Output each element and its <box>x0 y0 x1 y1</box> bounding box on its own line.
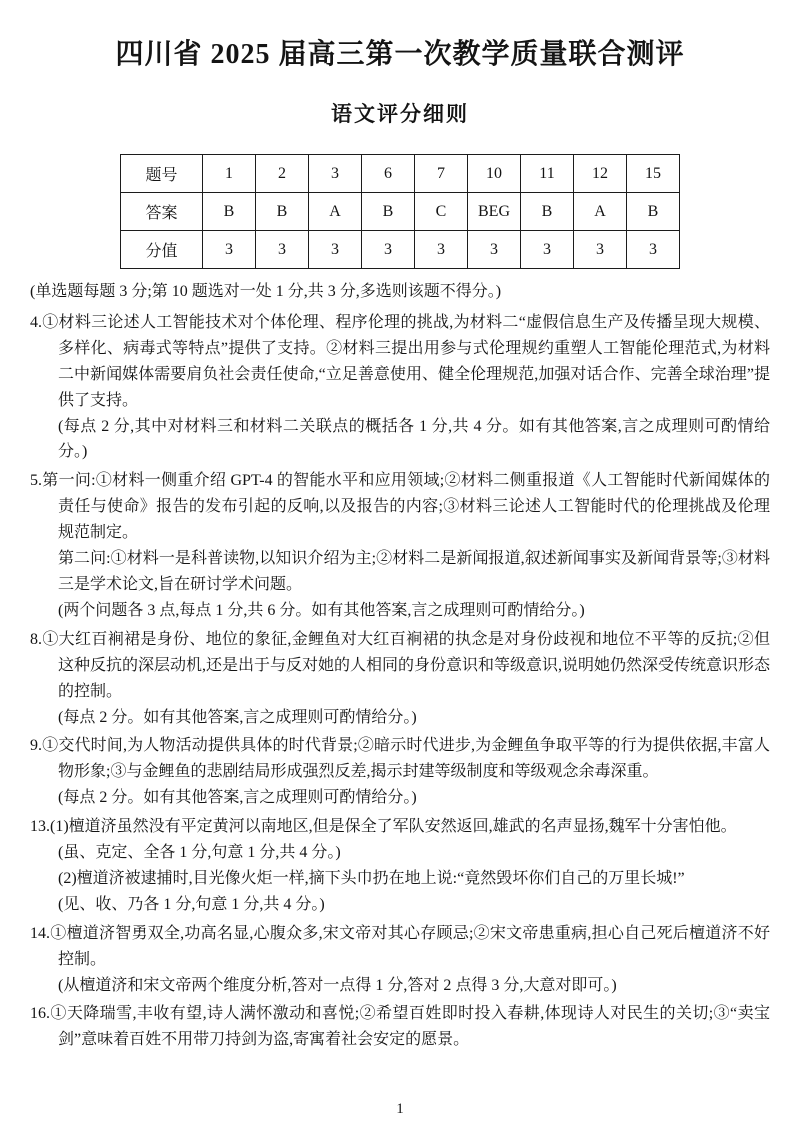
answer-sub-paragraph: (每点 2 分,其中对材料三和材料二关联点的概括各 1 分,共 4 分。如有其他答案,言之成理则可酌情给分。) <box>58 417 770 461</box>
answer-sub-paragraph: (见、收、乃各 1 分,句意 1 分,共 4 分。) <box>58 895 325 913</box>
answer-items <box>30 307 770 1053</box>
page-number: 1 <box>396 1101 404 1117</box>
answer-main-paragraph: 14.①檀道济智勇双全,功高名显,心腹众多,宋文帝对其心存顾忌;②宋文帝患重病,担心自己死后檀道济不好控制。 <box>30 924 770 968</box>
score-table-row <box>121 231 680 269</box>
score-table-row <box>121 155 680 193</box>
score-table-cell: 3 <box>203 231 256 269</box>
score-table-cell: 7 <box>415 155 468 193</box>
score-table-cell: 3 <box>468 231 521 269</box>
score-table-cell: 1 <box>203 155 256 193</box>
score-table-cell: 12 <box>574 155 627 193</box>
score-table-cell: 10 <box>468 155 521 193</box>
answer-sub-paragraph: (每点 2 分。如有其他答案,言之成理则可酌情给分。) <box>58 789 417 807</box>
score-table-cell: 6 <box>362 155 415 193</box>
score-table-cell: B <box>203 193 256 231</box>
answer-sub-paragraph: (两个问题各 3 点,每点 1 分,共 6 分。如有其他答案,言之成理则可酌情给分。) <box>58 601 585 619</box>
score-table-cell: B <box>627 193 680 231</box>
document-subtitle: 语文评分细则 <box>331 102 469 126</box>
answer-main-paragraph: 5.第一问:①材料一侧重介绍 GPT-4 的智能水平和应用领域;②材料二侧重报道《人工智能时代新闻媒体的责任与使命》报告的发布引起的反响,以及报告的内容;③材料三论述人工智能时代的伦理挑战及伦理规范制定。 <box>30 472 770 542</box>
score-table-cell: C <box>415 193 468 231</box>
answer-item <box>30 468 770 623</box>
score-table-cell: B <box>521 193 574 231</box>
score-table-row <box>121 193 680 231</box>
answer-item <box>30 733 770 811</box>
score-table-cell: 11 <box>521 155 574 193</box>
score-table-cell: BEG <box>468 193 521 231</box>
score-table-cell: A <box>309 193 362 231</box>
table-note: (单选题每题 3 分;第 10 题选对一处 1 分,共 3 分,多选则该题不得分。) <box>30 283 502 300</box>
score-table-cell: 2 <box>256 155 309 193</box>
answer-item <box>30 921 770 999</box>
answer-item <box>30 814 770 918</box>
score-table-row-header: 答案 <box>121 193 203 231</box>
score-table-cell: A <box>574 193 627 231</box>
score-table-cell: 15 <box>627 155 680 193</box>
answer-sub-paragraph: (从檀道济和宋文帝两个维度分析,答对一点得 1 分,答对 2 点得 3 分,大意对即可。) <box>58 976 617 994</box>
answer-item <box>30 1001 770 1053</box>
answer-sub-paragraph: (虽、克定、全各 1 分,句意 1 分,共 4 分。) <box>58 844 341 862</box>
score-table-cell: 3 <box>574 231 627 269</box>
score-table-cell: B <box>362 193 415 231</box>
score-table-cell: 3 <box>362 231 415 269</box>
answer-main-paragraph: 4.①材料三论述人工智能技术对个体伦理、程序伦理的挑战,为材料二“虚假信息生产及传播呈现大规模、多样化、病毒式等特点”提供了支持。②材料三提出用参与式伦理规约重塑人工智能伦理范式,为材料二中新闻媒体需要肩负社会责任使命,“立足善意使用、健全伦理规范,加强对话合作、完善全球治理”提供了支持。 <box>30 313 770 409</box>
answer-main-paragraph: 8.①大红百裥裙是身份、地位的象征,金鲤鱼对大红百裥裙的执念是对身份歧视和地位不平等的反抗;②但这种反抗的深层动机,还是出于与反对她的人相同的身份意识和等级意识,说明她仍然深受传统意识形态的控制。 <box>30 630 771 700</box>
answer-sub-paragraph: (每点 2 分。如有其他答案,言之成理则可酌情给分。) <box>58 708 417 726</box>
score-table-cell: 3 <box>309 155 362 193</box>
score-table-cell: 3 <box>309 231 362 269</box>
score-table-cell: B <box>256 193 309 231</box>
answer-sub-paragraph: (2)檀道济被逮捕时,目光像火炬一样,摘下头巾扔在地上说:“竟然毁坏你们自己的万里长城!” <box>58 869 685 887</box>
score-table-cell: 3 <box>521 231 574 269</box>
answer-item <box>30 627 770 731</box>
score-table-row-header: 题号 <box>121 155 203 193</box>
score-table-row-header: 分值 <box>121 231 203 269</box>
answer-sub-paragraph: 第二问:①材料一是科普读物,以知识介绍为主;②材料二是新闻报道,叙述新闻事实及新闻背景等;③材料三是学术论文,旨在研讨学术问题。 <box>58 550 770 593</box>
score-table-body <box>121 155 680 269</box>
answer-item <box>30 310 770 465</box>
score-table-cell: 3 <box>256 231 309 269</box>
answer-main-paragraph: 9.①交代时间,为人物活动提供具体的时代背景;②暗示时代进步,为金鲤鱼争取平等的行为提供依据,丰富人物形象;③与金鲤鱼的悲剧结局形成强烈反差,揭示封建等级制度和等级观念余毒深重。 <box>30 737 770 781</box>
document-title: 四川省 2025 届高三第一次教学质量联合测评 <box>115 39 685 70</box>
score-table-cell: 3 <box>415 231 468 269</box>
score-table-cell: 3 <box>627 231 680 269</box>
answer-main-paragraph: 13.(1)檀道济虽然没有平定黄河以南地区,但是保全了军队安然返回,雄武的名声显扬,魏军十分害怕他。 <box>30 818 737 836</box>
answer-main-paragraph: 16.①天降瑞雪,丰收有望,诗人满怀激动和喜悦;②希望百姓即时投入春耕,体现诗人对民生的关切;③“卖宝剑”意味着百姓不用带刀持剑为盗,寄寓着社会安定的愿景。 <box>30 1005 770 1049</box>
score-table <box>120 154 680 269</box>
